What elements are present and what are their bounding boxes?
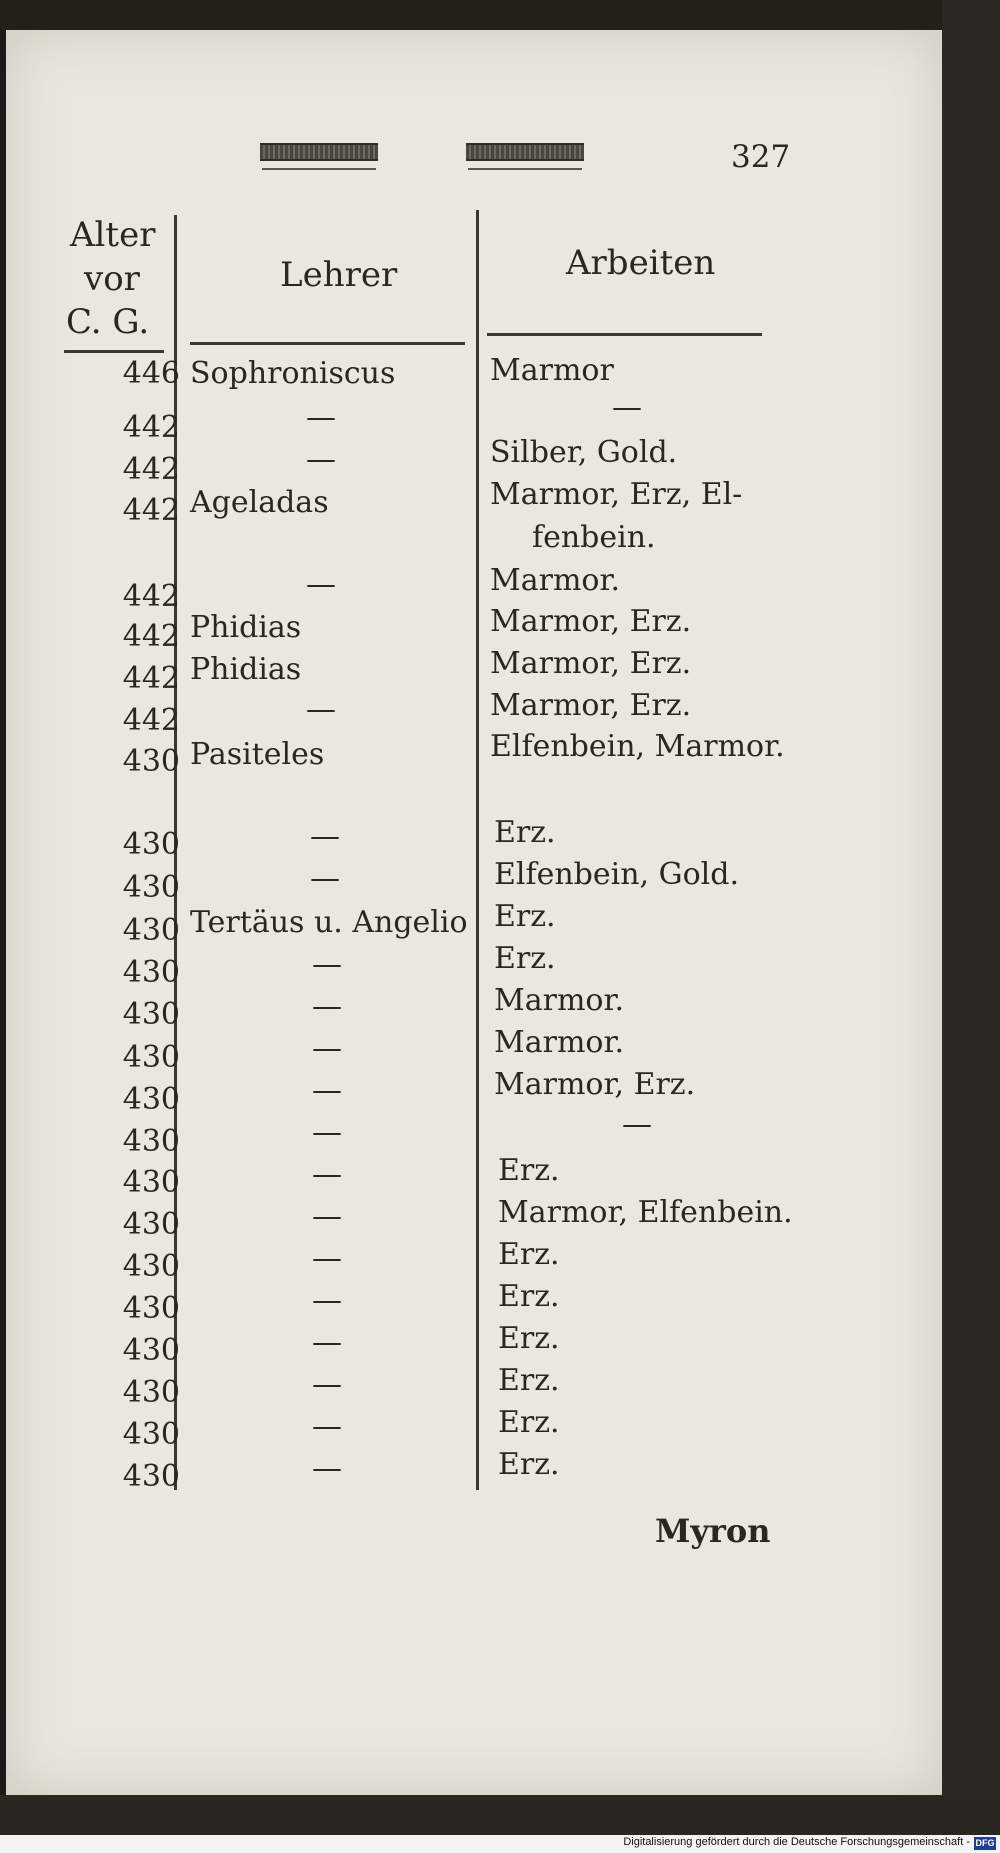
works-cell: Marmor. (490, 563, 621, 598)
teacher-cell: — (312, 1241, 342, 1276)
works-cell: Marmor. (494, 983, 625, 1018)
ornament-right (466, 143, 584, 161)
age-cell: 430 (122, 827, 180, 862)
works-cell: — (612, 390, 642, 425)
age-cell: 430 (122, 1040, 180, 1075)
teacher-cell: Pasiteles (190, 737, 325, 772)
age-cell: 430 (122, 1082, 180, 1117)
age-cell: 430 (122, 744, 180, 779)
teacher-cell: — (310, 819, 340, 854)
age-cell: 430 (122, 1207, 180, 1242)
header-works: Arbeiten (566, 243, 716, 283)
book-edge-top (0, 0, 1000, 30)
works-cell: Marmor (490, 353, 614, 388)
teacher-cell: — (312, 1199, 342, 1234)
teacher-cell: — (306, 567, 336, 602)
header-age-line3: C. G. (66, 302, 150, 342)
header-age-line1: Alter (70, 215, 156, 255)
teacher-cell: — (312, 1157, 342, 1192)
works-cell: Marmor, Erz. (490, 604, 692, 639)
footer-credit: Digitalisierung gefördert durch die Deutsche Forschungsgemeinschaft - (623, 1836, 970, 1848)
works-cell: Marmor, Erz. (490, 688, 692, 723)
teacher-cell: Phidias (190, 610, 302, 645)
teacher-cell: — (306, 692, 336, 727)
works-cell: Erz. (494, 941, 556, 976)
teacher-cell: — (306, 400, 336, 435)
works-cell: Erz. (498, 1237, 560, 1272)
book-edge-right (942, 0, 1000, 1853)
works-cell-continued: fenbein. (532, 520, 656, 555)
age-cell: 442 (122, 579, 180, 614)
works-cell: Marmor, Erz. (494, 1067, 696, 1102)
teacher-cell: — (306, 442, 336, 477)
teacher-cell: — (310, 861, 340, 896)
age-cell: 430 (122, 1124, 180, 1159)
works-cell: Erz. (498, 1447, 560, 1482)
age-cell: 430 (122, 1459, 180, 1494)
age-cell: 430 (122, 1375, 180, 1410)
teacher-cell: — (312, 1073, 342, 1108)
page-number: 327 (731, 139, 791, 175)
header-age-line2: vor (84, 259, 140, 299)
teacher-cell: — (312, 989, 342, 1024)
age-cell: 430 (122, 1417, 180, 1452)
teacher-cell: — (312, 1451, 342, 1486)
teacher-cell: — (312, 1115, 342, 1150)
age-cell: 430 (122, 1165, 180, 1200)
age-cell: 442 (122, 493, 180, 528)
works-cell: Erz. (498, 1153, 560, 1188)
works-cell: Erz. (498, 1279, 560, 1314)
teacher-cell: — (312, 1283, 342, 1318)
age-cell: 446 (122, 356, 180, 391)
works-cell: Elfenbein, Marmor. (490, 729, 785, 764)
teacher-cell: Ageladas (190, 485, 329, 520)
works-cell: Marmor, Erz, El- (490, 477, 743, 512)
age-cell: 430 (122, 955, 180, 990)
ornament-left (260, 143, 378, 161)
age-cell: 430 (122, 1291, 180, 1326)
teacher-cell: — (312, 1367, 342, 1402)
works-cell: Erz. (494, 815, 556, 850)
age-cell: 430 (122, 1333, 180, 1368)
works-cell: Erz. (498, 1321, 560, 1356)
works-cell: Erz. (498, 1405, 560, 1440)
works-cell: Erz. (494, 899, 556, 934)
header-teacher: Lehrer (280, 255, 398, 295)
header-rule-works (487, 333, 762, 336)
works-cell: Silber, Gold. (490, 435, 678, 470)
age-cell: 442 (122, 619, 180, 654)
dfg-logo: DFG (975, 1838, 995, 1848)
works-cell: Erz. (498, 1363, 560, 1398)
catchword: Myron (655, 1512, 771, 1550)
works-cell: Elfenbein, Gold. (494, 857, 739, 892)
teacher-cell: Tertäus u. Angelio (190, 905, 468, 940)
works-cell: — (622, 1107, 652, 1142)
teacher-cell: — (312, 1031, 342, 1066)
teacher-cell: — (312, 947, 342, 982)
age-cell: 430 (122, 1249, 180, 1284)
works-cell: Marmor. (494, 1025, 625, 1060)
teacher-cell: Phidias (190, 652, 302, 687)
age-cell: 442 (122, 452, 180, 487)
teacher-cell: — (312, 1409, 342, 1444)
column-rule-2 (476, 210, 479, 1490)
ornament-left-rule (262, 168, 376, 170)
age-cell: 430 (122, 997, 180, 1032)
age-cell: 442 (122, 661, 180, 696)
header-rule-age (64, 350, 164, 353)
teacher-cell: — (312, 1325, 342, 1360)
teacher-cell: Sophroniscus (190, 356, 396, 391)
book-edge-bottom (0, 1795, 1000, 1835)
header-rule-teacher (190, 342, 465, 345)
age-cell: 430 (122, 870, 180, 905)
works-cell: Marmor, Elfenbein. (498, 1195, 793, 1230)
works-cell: Marmor, Erz. (490, 646, 692, 681)
age-cell: 430 (122, 913, 180, 948)
age-cell: 442 (122, 410, 180, 445)
age-cell: 442 (122, 703, 180, 738)
ornament-right-rule (468, 168, 582, 170)
